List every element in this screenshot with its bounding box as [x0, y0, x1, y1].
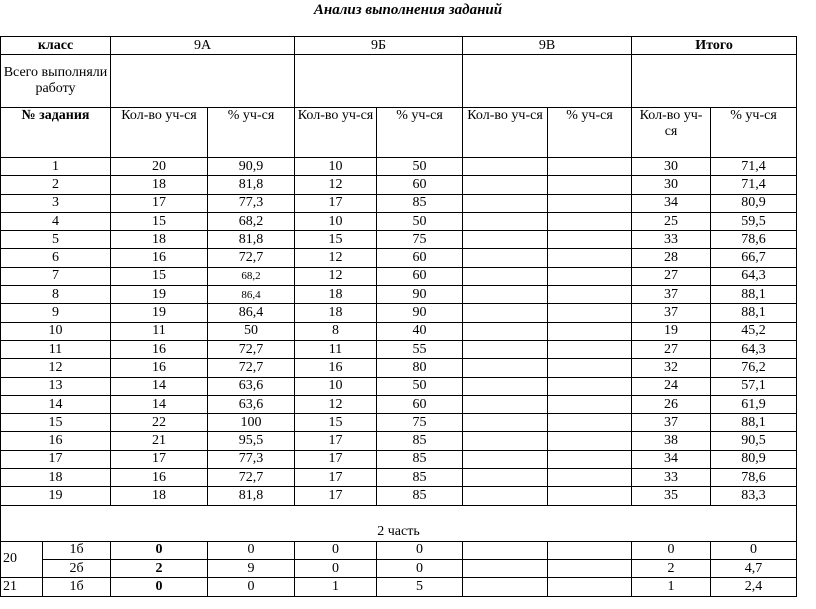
cell-v-cnt: [463, 432, 548, 450]
cell-v-pct: [548, 249, 632, 267]
cell-b-pct: 75: [377, 231, 463, 249]
count-label-9v: Кол-во уч-ся: [463, 108, 548, 158]
table-row: [1, 304, 797, 322]
cell-t-cnt: 37: [632, 414, 711, 432]
cell-t-pct: 59,5: [711, 212, 797, 230]
cell-a-cnt: 21: [111, 432, 208, 450]
cell-b-cnt: 12: [295, 176, 377, 194]
cell-a-pct: 86,4: [208, 286, 295, 304]
cell-t-pct: 78,6: [711, 231, 797, 249]
table-row: [1, 340, 797, 358]
cell-t-pct: 2,4: [711, 578, 797, 596]
cell-a-cnt: 11: [111, 322, 208, 340]
cell-t-cnt: 32: [632, 359, 711, 377]
pct-label-total: % уч-ся: [711, 108, 797, 158]
cell-t-pct: 80,9: [711, 194, 797, 212]
cell-v-pct: [548, 340, 632, 358]
cell-b-cnt: 10: [295, 158, 377, 176]
cell-a-pct: 63,6: [208, 377, 295, 395]
cell-t-pct: 61,9: [711, 395, 797, 413]
task-number: 17: [1, 450, 111, 468]
cell-t-pct: 66,7: [711, 249, 797, 267]
cell-b-cnt: 17: [295, 194, 377, 212]
task-number: 4: [1, 212, 111, 230]
total-row: [1, 55, 797, 108]
total-all: [632, 55, 797, 108]
cell-a-pct: 100: [208, 414, 295, 432]
task-number: 18: [1, 469, 111, 487]
cell-v-pct: [548, 194, 632, 212]
cell-a-cnt: 22: [111, 414, 208, 432]
cell-a-cnt: 16: [111, 359, 208, 377]
cell-t-cnt: 1: [632, 578, 711, 596]
cell-t-cnt: 38: [632, 432, 711, 450]
task-number: 16: [1, 432, 111, 450]
cell-b-cnt: 17: [295, 450, 377, 468]
task-number: 21: [1, 578, 43, 596]
cell-v-cnt: [463, 158, 548, 176]
cell-a-cnt: 0: [111, 541, 208, 559]
cell-v-pct: [548, 377, 632, 395]
cell-b-cnt: 15: [295, 414, 377, 432]
cell-v-cnt: [463, 194, 548, 212]
cell-t-pct: 57,1: [711, 377, 797, 395]
cell-a-cnt: 2: [111, 559, 208, 577]
table-row: [1, 194, 797, 212]
cell-b-cnt: 12: [295, 395, 377, 413]
cell-a-pct: 68,2: [208, 212, 295, 230]
cell-v-pct: [548, 450, 632, 468]
cell-v-pct: [548, 231, 632, 249]
cell-b-pct: 60: [377, 176, 463, 194]
cell-v-cnt: [463, 487, 548, 505]
cell-b-pct: 0: [377, 559, 463, 577]
sub-item: 2б: [43, 559, 111, 577]
table-row: [1, 176, 797, 194]
cell-v-cnt: [463, 212, 548, 230]
cell-v-pct: [548, 267, 632, 285]
part2-section-row: [1, 505, 797, 541]
task-number: 20: [1, 541, 43, 578]
cell-v-pct: [548, 578, 632, 596]
cell-t-pct: 90,5: [711, 432, 797, 450]
table-row: [1, 432, 797, 450]
cell-t-pct: 80,9: [711, 450, 797, 468]
pct-label-9b: % уч-ся: [377, 108, 463, 158]
cell-a-pct: 81,8: [208, 231, 295, 249]
table-row: [1, 249, 797, 267]
task-number: 10: [1, 322, 111, 340]
cell-t-cnt: 37: [632, 286, 711, 304]
cell-b-cnt: 18: [295, 304, 377, 322]
cell-b-pct: 55: [377, 340, 463, 358]
cell-a-cnt: 18: [111, 176, 208, 194]
total-label: Итого: [632, 37, 797, 55]
cell-v-pct: [548, 432, 632, 450]
cell-v-pct: [548, 395, 632, 413]
cell-v-cnt: [463, 340, 548, 358]
cell-t-cnt: 19: [632, 322, 711, 340]
task-number: 15: [1, 414, 111, 432]
cell-v-cnt: [463, 377, 548, 395]
cell-b-pct: 60: [377, 249, 463, 267]
cell-b-pct: 85: [377, 194, 463, 212]
cell-t-pct: 88,1: [711, 414, 797, 432]
cell-a-cnt: 16: [111, 249, 208, 267]
cell-b-cnt: 1: [295, 578, 377, 596]
task-number: 3: [1, 194, 111, 212]
cell-b-cnt: 12: [295, 267, 377, 285]
cell-v-cnt: [463, 304, 548, 322]
cell-t-cnt: 33: [632, 231, 711, 249]
cell-v-cnt: [463, 286, 548, 304]
cell-b-pct: 85: [377, 450, 463, 468]
cell-b-pct: 50: [377, 377, 463, 395]
cell-a-cnt: 0: [111, 578, 208, 596]
cell-v-cnt: [463, 231, 548, 249]
cell-t-pct: 78,6: [711, 469, 797, 487]
cell-b-pct: 0: [377, 541, 463, 559]
cell-a-pct: 50: [208, 322, 295, 340]
count-label-9b: Кол-во уч-ся: [295, 108, 377, 158]
task-number: 12: [1, 359, 111, 377]
cell-t-cnt: 28: [632, 249, 711, 267]
cell-a-cnt: 17: [111, 194, 208, 212]
task-number: 8: [1, 286, 111, 304]
cell-v-pct: [548, 541, 632, 559]
results-table: [0, 36, 797, 597]
cell-t-cnt: 37: [632, 304, 711, 322]
task-number: 13: [1, 377, 111, 395]
task-number: 14: [1, 395, 111, 413]
cell-a-pct: 0: [208, 578, 295, 596]
cell-a-cnt: 19: [111, 304, 208, 322]
cell-b-pct: 90: [377, 304, 463, 322]
cell-a-pct: 95,5: [208, 432, 295, 450]
cell-b-cnt: 16: [295, 359, 377, 377]
cell-a-cnt: 20: [111, 158, 208, 176]
table-row: [1, 487, 797, 505]
cell-v-cnt: [463, 267, 548, 285]
cell-a-cnt: 14: [111, 377, 208, 395]
cell-b-cnt: 17: [295, 469, 377, 487]
cell-b-cnt: 8: [295, 322, 377, 340]
cell-b-pct: 50: [377, 158, 463, 176]
cell-t-cnt: 30: [632, 158, 711, 176]
cell-t-cnt: 33: [632, 469, 711, 487]
task-number: 9: [1, 304, 111, 322]
task-number: 11: [1, 340, 111, 358]
cell-a-pct: 72,7: [208, 340, 295, 358]
table-row: [1, 414, 797, 432]
cell-t-pct: 76,2: [711, 359, 797, 377]
cell-t-cnt: 30: [632, 176, 711, 194]
cell-v-pct: [548, 559, 632, 577]
cell-v-cnt: [463, 469, 548, 487]
table-row: [1, 212, 797, 230]
cell-t-cnt: 27: [632, 267, 711, 285]
cell-t-cnt: 24: [632, 377, 711, 395]
cell-t-cnt: 25: [632, 212, 711, 230]
cell-v-cnt: [463, 359, 548, 377]
cell-b-cnt: 12: [295, 249, 377, 267]
cell-b-pct: 85: [377, 487, 463, 505]
cell-t-cnt: 26: [632, 395, 711, 413]
cell-t-pct: 45,2: [711, 322, 797, 340]
total-row-label: Всего выполняли работу: [1, 55, 111, 108]
total-9v: [463, 55, 632, 108]
cell-a-cnt: 17: [111, 450, 208, 468]
cell-t-cnt: 2: [632, 559, 711, 577]
task-number: 5: [1, 231, 111, 249]
cell-b-pct: 80: [377, 359, 463, 377]
cell-v-cnt: [463, 395, 548, 413]
cell-b-pct: 85: [377, 432, 463, 450]
pct-label-9a: % уч-ся: [208, 108, 295, 158]
table-row: [1, 578, 797, 596]
cell-a-cnt: 16: [111, 469, 208, 487]
cell-a-pct: 77,3: [208, 194, 295, 212]
cell-v-pct: [548, 414, 632, 432]
cell-v-cnt: [463, 414, 548, 432]
table-row: [1, 158, 797, 176]
class-9b: 9Б: [295, 37, 463, 55]
cell-t-pct: 88,1: [711, 286, 797, 304]
class-label: класс: [1, 37, 111, 55]
cell-b-pct: 50: [377, 212, 463, 230]
cell-t-cnt: 34: [632, 450, 711, 468]
cell-v-pct: [548, 158, 632, 176]
cell-v-cnt: [463, 559, 548, 577]
task-number: 6: [1, 249, 111, 267]
cell-v-cnt: [463, 578, 548, 596]
table-row: [1, 359, 797, 377]
task-number: 19: [1, 487, 111, 505]
count-label-total: Кол-во уч-ся: [632, 108, 711, 158]
table-row: [1, 231, 797, 249]
cell-t-pct: 83,3: [711, 487, 797, 505]
part2-label: 2 часть: [1, 505, 797, 541]
cell-a-pct: 81,8: [208, 487, 295, 505]
table-row: [1, 559, 797, 577]
subheader-row: [1, 108, 797, 158]
cell-a-pct: 9: [208, 559, 295, 577]
table-row: [1, 541, 797, 559]
class-9v: 9В: [463, 37, 632, 55]
cell-b-cnt: 18: [295, 286, 377, 304]
cell-a-pct: 72,7: [208, 469, 295, 487]
table-row: [1, 322, 797, 340]
cell-b-pct: 90: [377, 286, 463, 304]
cell-a-cnt: 14: [111, 395, 208, 413]
cell-v-cnt: [463, 450, 548, 468]
cell-v-cnt: [463, 249, 548, 267]
cell-b-cnt: 11: [295, 340, 377, 358]
cell-a-pct: 77,3: [208, 450, 295, 468]
cell-t-cnt: 34: [632, 194, 711, 212]
cell-t-pct: 71,4: [711, 158, 797, 176]
cell-b-pct: 75: [377, 414, 463, 432]
cell-t-pct: 0: [711, 541, 797, 559]
class-9a: 9А: [111, 37, 295, 55]
cell-a-pct: 72,7: [208, 359, 295, 377]
cell-b-pct: 5: [377, 578, 463, 596]
cell-b-pct: 85: [377, 469, 463, 487]
cell-v-pct: [548, 469, 632, 487]
table-row: [1, 395, 797, 413]
cell-a-pct: 90,9: [208, 158, 295, 176]
page-title: Анализ выполнения заданий: [313, 2, 503, 18]
cell-b-cnt: 10: [295, 377, 377, 395]
cell-v-pct: [548, 359, 632, 377]
cell-t-pct: 4,7: [711, 559, 797, 577]
cell-a-cnt: 18: [111, 231, 208, 249]
cell-b-pct: 40: [377, 322, 463, 340]
cell-a-pct: 68,2: [208, 267, 295, 285]
cell-b-cnt: 10: [295, 212, 377, 230]
cell-v-cnt: [463, 541, 548, 559]
cell-a-pct: 72,7: [208, 249, 295, 267]
cell-v-pct: [548, 176, 632, 194]
task-number: 7: [1, 267, 111, 285]
cell-t-cnt: 0: [632, 541, 711, 559]
cell-v-cnt: [463, 322, 548, 340]
cell-v-pct: [548, 304, 632, 322]
cell-t-cnt: 35: [632, 487, 711, 505]
sub-item: 1б: [43, 541, 111, 559]
cell-b-cnt: 0: [295, 559, 377, 577]
cell-b-cnt: 17: [295, 487, 377, 505]
cell-t-pct: 71,4: [711, 176, 797, 194]
cell-b-cnt: 17: [295, 432, 377, 450]
cell-a-cnt: 15: [111, 267, 208, 285]
cell-a-cnt: 15: [111, 212, 208, 230]
total-9a: [111, 55, 295, 108]
table-row: [1, 469, 797, 487]
total-9b: [295, 55, 463, 108]
cell-b-cnt: 0: [295, 541, 377, 559]
cell-v-pct: [548, 322, 632, 340]
cell-a-pct: 63,6: [208, 395, 295, 413]
pct-label-9v: % уч-ся: [548, 108, 632, 158]
cell-t-pct: 64,3: [711, 267, 797, 285]
cell-a-pct: 0: [208, 541, 295, 559]
cell-v-cnt: [463, 176, 548, 194]
task-number: 2: [1, 176, 111, 194]
sub-item: 1б: [43, 578, 111, 596]
task-number-label: № задания: [1, 108, 111, 158]
cell-a-cnt: 18: [111, 487, 208, 505]
cell-a-pct: 86,4: [208, 304, 295, 322]
class-header-row: [1, 37, 797, 55]
count-label-9a: Кол-во уч-ся: [111, 108, 208, 158]
cell-b-pct: 60: [377, 395, 463, 413]
cell-a-cnt: 16: [111, 340, 208, 358]
table-row: [1, 450, 797, 468]
cell-v-pct: [548, 487, 632, 505]
cell-b-cnt: 15: [295, 231, 377, 249]
task-number: 1: [1, 158, 111, 176]
table-row: [1, 377, 797, 395]
table-row: [1, 286, 797, 304]
cell-b-pct: 60: [377, 267, 463, 285]
cell-t-pct: 88,1: [711, 304, 797, 322]
cell-t-pct: 64,3: [711, 340, 797, 358]
cell-v-pct: [548, 286, 632, 304]
cell-v-pct: [548, 212, 632, 230]
cell-a-cnt: 19: [111, 286, 208, 304]
cell-a-pct: 81,8: [208, 176, 295, 194]
table-row: [1, 267, 797, 285]
cell-t-cnt: 27: [632, 340, 711, 358]
